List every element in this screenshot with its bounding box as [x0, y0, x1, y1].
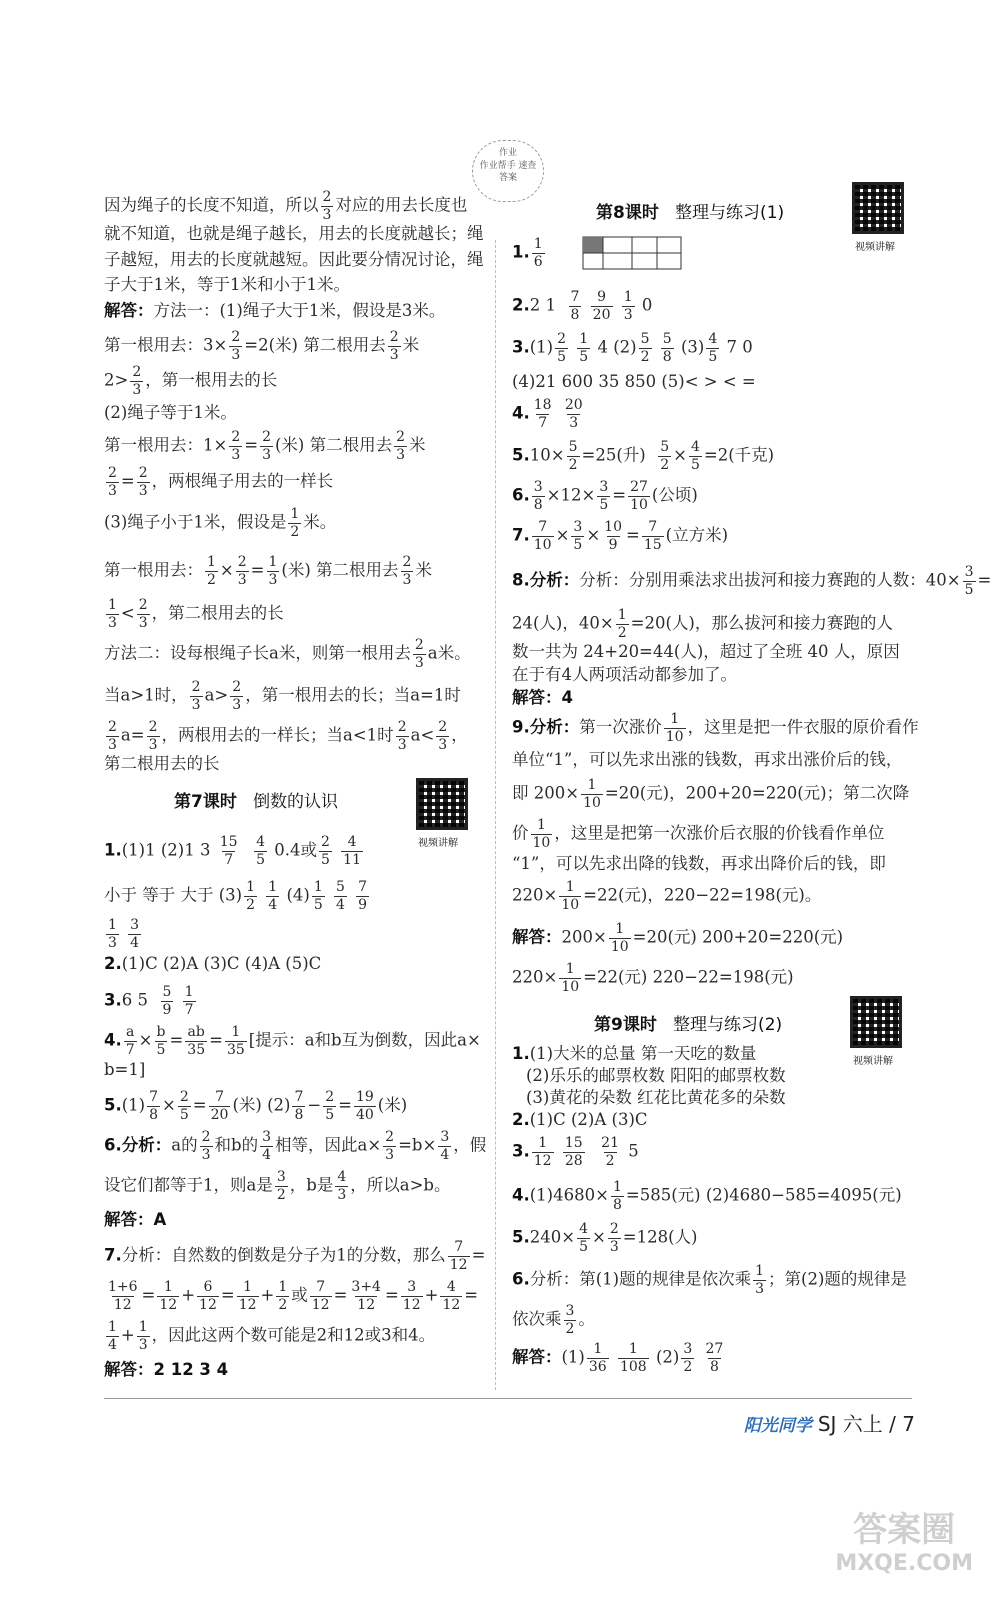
text-line: 价 $\frac{1}{10}$ ，这里是把第一次涨价后衣服的价钱看作单位 [512, 817, 885, 851]
lesson9-heading: 第9课时 整理与练习(2) [594, 1015, 783, 1035]
text-line: 子越短，用去的长度就越短。因此要分情况讨论，绳 [104, 250, 484, 269]
text-line: 方法二：设每根绳子长a米，则第一根用去 $\frac{2}{3}$ a米。 [104, 637, 471, 671]
watermark: 答案圈 MXQE.COM [835, 1510, 973, 1576]
column-divider [495, 240, 496, 1390]
answer-q2: 2.(1)C (2)A (3)C (4)A (5)C [104, 954, 322, 973]
text-line: $\frac{1}{3}$ < $\frac{2}{3}$ ，第二根用去的长 [108, 597, 284, 631]
text-line: (2)绳子等于1米。 [104, 403, 237, 422]
text-line: 小于 等于 大于 (3) $\frac{1}{2}$ $\frac{1}{4}$ (4) $\frac{1}{5}$ $\frac{5}{4}$ $\frac{7}{9}$ [104, 879, 368, 913]
answer-s1: 1.(1)大米的总量 第一天吃的数量 [512, 1044, 757, 1063]
answer-s3: 3. $\frac{1}{12}$ $\frac{15}{28}$ $\frac{21}{2}$ 5 [512, 1135, 639, 1169]
text-line: (2)乐乐的邮票枚数 阳阳的邮票枚数 [526, 1066, 786, 1085]
text-line: 第一根用去： $\frac{1}{2}$ × $\frac{2}{3}$ = $\frac{1}{3}$ (米) 第二根用去 $\frac{2}{3}$ 米 [104, 554, 432, 588]
text-line: 解答：200× $\frac{1}{10}$ =20(元) 200+20=220(元) [512, 921, 844, 955]
answer-q6: 6.分析：a的 $\frac{2}{3}$ 和b的 $\frac{3}{4}$ 相等，因此a× $\frac{2}{3}$ =b× $\frac{3}{4}$ ，假 [104, 1129, 487, 1163]
text-line: 解答：A [104, 1210, 167, 1229]
answer-r3: 3.(1) $\frac{2}{5}$ $\frac{1}{5}$ 4 (2) $\frac{5}{2}$ $\frac{5}{8}$ (3) $\frac{4}{5}$ 7 0 [512, 331, 753, 365]
text-line: (3)绳子小于1米，假设是 $\frac{1}{2}$ 米。 [104, 506, 337, 540]
qr-label: 视频讲解 [853, 1056, 893, 1067]
text-line: 设它们都等于1，则a是 $\frac{3}{2}$ ，b是 $\frac{4}{3}$ ，所以a>b。 [104, 1169, 451, 1203]
lesson8-heading: 第8课时 整理与练习(1) [596, 203, 785, 223]
text-line: 当a>1时， $\frac{2}{3}$ a> $\frac{2}{3}$ ，第一根用去的长；当a=1时 [104, 679, 461, 713]
footer-rule [104, 1398, 912, 1399]
text-line: 24(人)，40× $\frac{1}{2}$ =20(人)，那么拔河和接力赛跑的人 [512, 607, 893, 641]
answer-q1: 1.(1)1 (2)1 3 $\frac{15}{7}$ $\frac{4}{5}$ 0.4或 $\frac{2}{5}$ $\frac{4}{11}$ [104, 834, 361, 868]
answer-r6: 6. $\frac{3}{8}$ ×12× $\frac{3}{5}$ = $\frac{27}{10}$ (公顷) [512, 479, 698, 513]
fraction-grid-figure [582, 236, 682, 270]
answer-q3: 3.6 5 $\frac{5}{9}$ $\frac{1}{7}$ [104, 984, 194, 1018]
text-line: $\frac{2}{3}$ a= $\frac{2}{3}$ ，两根用去的一样长；当a<1时 $\frac{2}{3}$ a< $\frac{2}{3}$ ， [108, 719, 468, 753]
text-line: 220× $\frac{1}{10}$ =22(元) 220−22=198(元) [512, 961, 794, 995]
page-footer: 阳光同学 SJ 六上 / 7 [743, 1412, 915, 1436]
stamp-logo: 作业 作业帮手 速查 答案 [472, 140, 544, 202]
answer-r8: 8.分析：分析：分别用乘法求出拔河和接力赛跑的人数：40× $\frac{3}{5}$ = [512, 564, 992, 598]
text-line: 因为绳子的长度不知道，所以 $\frac{2}{3}$ 对应的用去长度也 [104, 189, 468, 223]
qr-code[interactable] [416, 778, 468, 830]
text-line: 依次乘 $\frac{3}{2}$ 。 [512, 1303, 595, 1337]
answer-r2: 2.2 1 $\frac{7}{8}$ $\frac{9}{20}$ $\frac{1}{3}$ 0 [512, 289, 653, 323]
qr-label: 视频讲解 [418, 838, 458, 849]
answer-q5: 5.(1) $\frac{7}{8}$ × $\frac{2}{5}$ = $\frac{7}{20}$ (米) (2) $\frac{7}{8}$ − $\frac{2}{5}$ = $\frac{19}{40}$ (米) [104, 1089, 408, 1123]
text-line: 即 200× $\frac{1}{10}$ =20(元)，200+20=220(元)；第二次降 [512, 777, 910, 811]
text-line: 就不知道，也就是绳子越长，用去的长度就越长；绳 [104, 224, 484, 243]
answer-q7: 7.分析：自然数的倒数是分子为1的分数，那么 $\frac{7}{12}$ = [104, 1239, 486, 1273]
qr-code[interactable] [852, 182, 904, 234]
qr-code[interactable] [850, 996, 902, 1048]
text-line: $\frac{1}{3}$ $\frac{3}{4}$ [108, 917, 140, 951]
text-line: $\frac{1}{4}$ + $\frac{1}{3}$ ，因此这两个数可能是2和12或3和4。 [108, 1319, 436, 1353]
text-line: 单位“1”，可以先求出涨的钱数，再求出涨价后的钱， [512, 750, 903, 769]
answer-r4: 4. $\frac{18}{7}$ $\frac{20}{3}$ [512, 397, 583, 431]
answer-r5: 5.10× $\frac{5}{2}$ =25(升) $\frac{5}{2}$ × $\frac{4}{5}$ =2(千克) [512, 439, 775, 473]
text-line: 数一共为 24+20=44(人)，超过了全班 40 人，原因 [512, 642, 900, 661]
text-line: 解答：方法一：(1)绳子大于1米，假设是3米。 [104, 301, 446, 320]
text-line: (4)21 600 35 850 (5)< > < = [512, 372, 756, 391]
text-line: $\frac{2}{3}$ = $\frac{2}{3}$ ，两根绳子用去的一样长 [108, 465, 334, 499]
answer-s2: 2.(1)C (2)A (3)C [512, 1110, 648, 1129]
answer-q4: 4. $\frac{a}{7}$ × $\frac{b}{5}$ = $\frac{ab}{35}$ = $\frac{1}{35}$ [提示：a和b互为倒数，因此a× [104, 1024, 481, 1058]
text-line: 解答：(1) $\frac{1}{36}$ $\frac{1}{108}$ (2) $\frac{3}{2}$ $\frac{27}{8}$ [512, 1341, 724, 1375]
answer-s6: 6.分析：第(1)题的规律是依次乘 $\frac{1}{3}$ ；第(2)题的规律是 [512, 1263, 907, 1297]
answer-r7: 7. $\frac{7}{10}$ × $\frac{3}{5}$ × $\frac{10}{9}$ = $\frac{7}{15}$ (立方米) [512, 519, 729, 553]
text-line: 在于有4人两项活动都参加了。 [512, 665, 737, 684]
text-line: (3)黄花的朵数 红花比黄花多的朵数 [526, 1088, 786, 1107]
text-line: 子大于1米，等于1米和小于1米。 [104, 275, 350, 294]
text-line: b=1] [104, 1060, 146, 1079]
answer-s5: 5.240× $\frac{4}{5}$ × $\frac{2}{3}$ =128(人) [512, 1221, 698, 1255]
text-line: 第一根用去：3× $\frac{2}{3}$ =2(米) 第二根用去 $\frac{2}{3}$ 米 [104, 329, 420, 363]
text-line: 第二根用去的长 [104, 754, 220, 773]
text-line: 第一根用去：1× $\frac{2}{3}$ = $\frac{2}{3}$ (米) 第二根用去 $\frac{2}{3}$ 米 [104, 429, 426, 463]
text-line: 2> $\frac{2}{3}$ ，第一根用去的长 [104, 364, 278, 398]
brand-logo: 阳光同学 [743, 1416, 812, 1436]
answer-r9: 9.分析：第一次涨价 $\frac{1}{10}$ ，这里是把一件衣服的原价看作 [512, 711, 919, 745]
qr-label: 视频讲解 [855, 242, 895, 253]
text-line: “1”，可以先求出降的钱数，再求出降价后的钱，即 [512, 854, 886, 873]
lesson7-heading: 第7课时 倒数的认识 [174, 792, 339, 812]
text-line: 解答：4 [512, 688, 573, 707]
answer-s4: 4.(1)4680× $\frac{1}{8}$ =585(元) (2)4680−585=4095(元) [512, 1179, 902, 1213]
text-line: 解答：2 12 3 4 [104, 1360, 229, 1379]
text-line: 220× $\frac{1}{10}$ =22(元)，220−22=198(元)。 [512, 879, 822, 913]
answer-r1: 1. $\frac{1}{6}$ [512, 236, 682, 270]
text-line: $\frac{1+6}{12}$ = $\frac{1}{12}$ + $\frac{6}{12}$ = $\frac{1}{12}$ + $\frac{1}{2}$ 或 $\frac{7}{12}$ = $\frac{3+4}{12}$ = $\frac{3}{12}$ + $\frac{4}{12}$ = [108, 1279, 479, 1313]
